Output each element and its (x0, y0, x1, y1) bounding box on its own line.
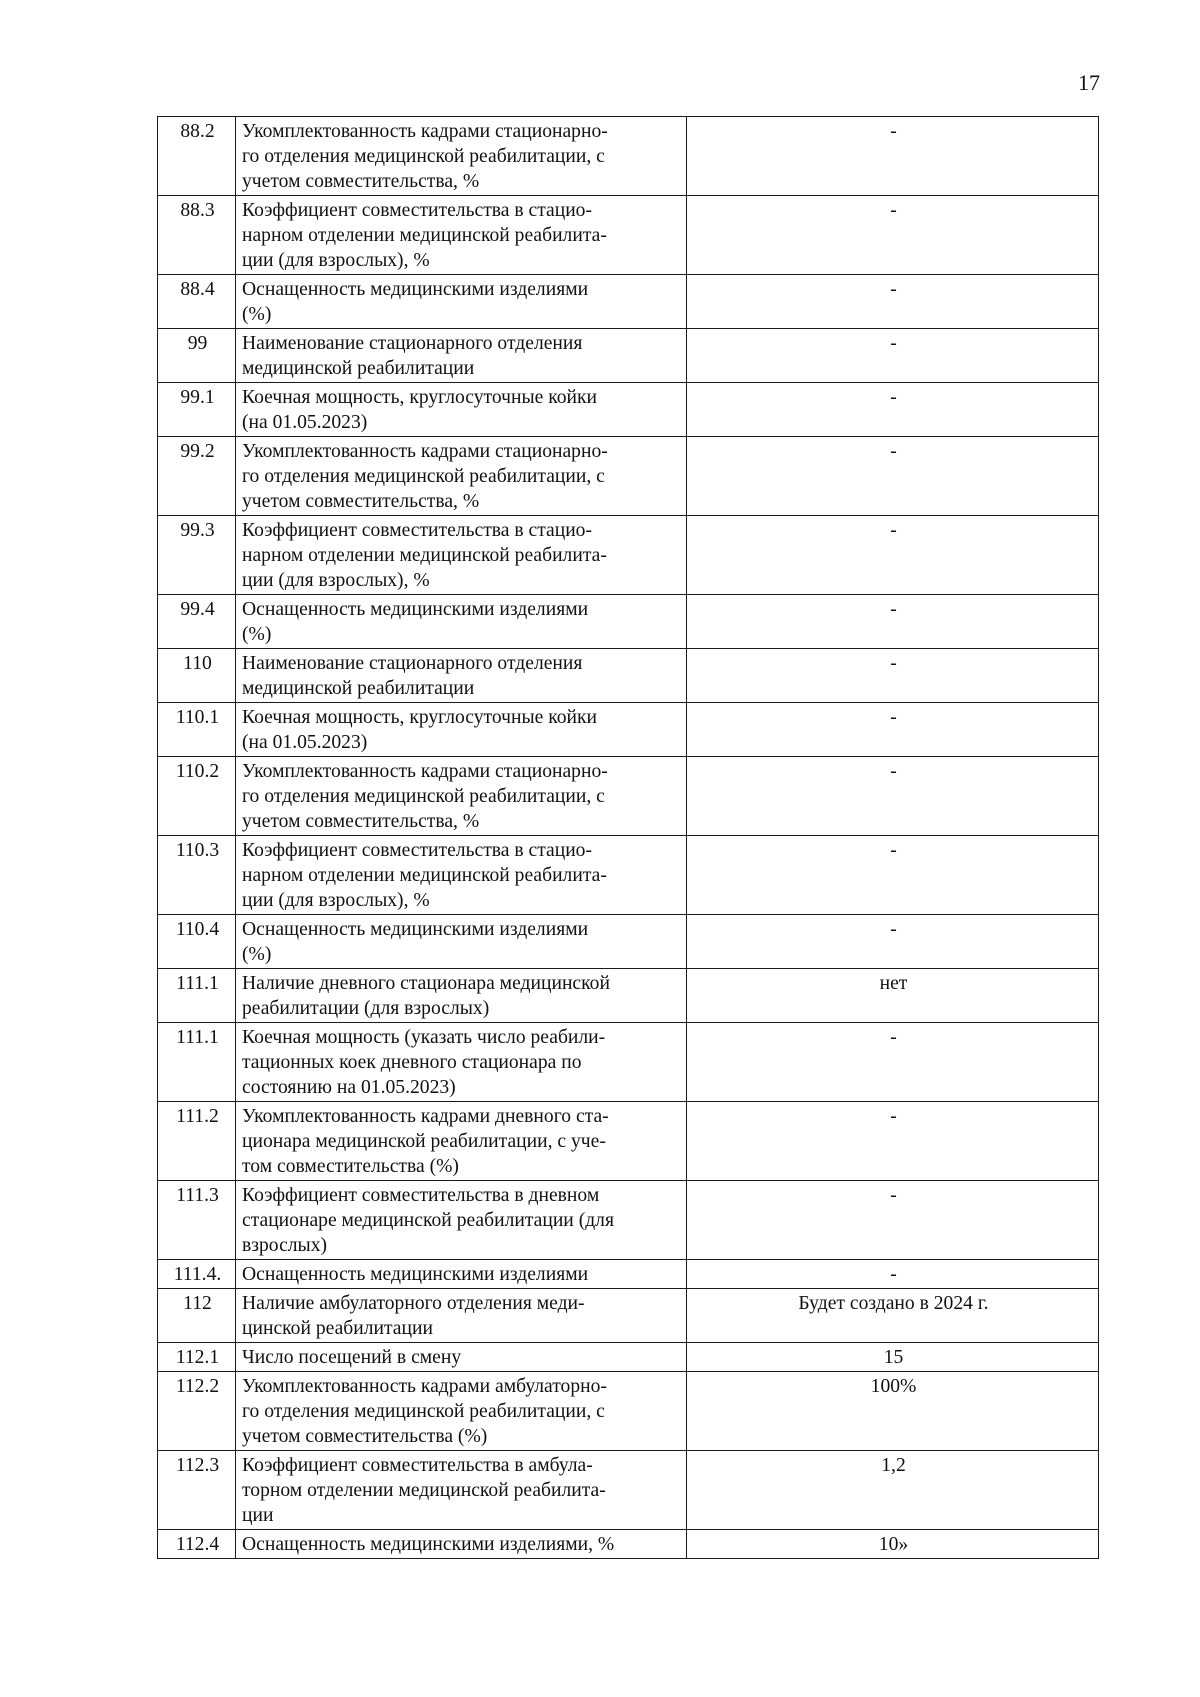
description-line: Наименование стационарного отделения (242, 333, 583, 354)
description-line: стационаре медицинской реабилитации (для (242, 1210, 614, 1231)
indicator-description (236, 836, 687, 915)
description-line: торном отделении медицинской реабилита- (242, 1480, 606, 1501)
description-line: Оснащенность медицинскими изделиями (242, 1264, 589, 1285)
indicator-description (236, 969, 687, 1023)
indicator-description (236, 703, 687, 757)
indicator-description (236, 383, 687, 437)
row-number: 110 (158, 649, 236, 703)
row-number: 111.1 (158, 969, 236, 1023)
indicator-value: - (687, 649, 1099, 703)
description-line: том совместительства (%) (242, 1156, 459, 1177)
row-number: 110.2 (158, 757, 236, 836)
indicator-value: - (687, 757, 1099, 836)
indicator-value: - (687, 383, 1099, 437)
table-row (158, 1102, 1099, 1181)
description-line: Оснащенность медицинскими изделиями (242, 279, 589, 300)
row-number: 112 (158, 1289, 236, 1343)
indicator-description (236, 757, 687, 836)
indicator-value: - (687, 1102, 1099, 1181)
description-line: цинской реабилитации (242, 1318, 433, 1339)
indicator-description (236, 1181, 687, 1260)
indicator-value: 15 (687, 1343, 1099, 1372)
description-line: Наименование стационарного отделения (242, 653, 583, 674)
row-number: 111.3 (158, 1181, 236, 1260)
description-line: учетом совместительства, % (242, 171, 480, 192)
indicator-value: 100% (687, 1372, 1099, 1451)
description-line: реабилитации (для взрослых) (242, 998, 490, 1019)
description-line: го отделения медицинской реабилитации, с (242, 146, 605, 167)
table-row (158, 117, 1099, 196)
indicator-description (236, 1102, 687, 1181)
description-line: Оснащенность медицинскими изделиями, % (242, 1534, 615, 1555)
description-line: ции (для взрослых), % (242, 570, 430, 591)
indicator-table (157, 116, 1099, 1559)
row-number: 99.3 (158, 516, 236, 595)
table-row (158, 1181, 1099, 1260)
row-number: 88.3 (158, 196, 236, 275)
indicator-description (236, 1530, 687, 1559)
table-row (158, 915, 1099, 969)
description-line: (на 01.05.2023) (242, 412, 368, 433)
row-number: 99 (158, 329, 236, 383)
description-line: тационных коек дневного стационара по (242, 1052, 582, 1073)
description-line: (%) (242, 624, 272, 645)
row-number: 112.2 (158, 1372, 236, 1451)
row-number: 99.4 (158, 595, 236, 649)
table-row (158, 196, 1099, 275)
indicator-value: нет (687, 969, 1099, 1023)
description-line: медицинской реабилитации (242, 358, 475, 379)
description-line: Наличие амбулаторного отделения меди- (242, 1293, 585, 1314)
description-line: учетом совместительства (%) (242, 1426, 488, 1447)
indicator-value: - (687, 275, 1099, 329)
description-line: Коечная мощность, круглосуточные койки (242, 707, 598, 728)
indicator-description (236, 595, 687, 649)
indicator-value: - (687, 836, 1099, 915)
table-body (158, 117, 1099, 1559)
row-number: 110.3 (158, 836, 236, 915)
description-line: Укомплектованность кадрами амбулаторно- (242, 1376, 607, 1397)
description-line: Коэффициент совместительства в стацио- (242, 520, 592, 541)
indicator-value: - (687, 1260, 1099, 1289)
description-line: го отделения медицинской реабилитации, с (242, 786, 605, 807)
table-row (158, 1289, 1099, 1343)
indicator-value: - (687, 196, 1099, 275)
description-line: Коэффициент совместительства в амбула- (242, 1455, 593, 1476)
description-line: (%) (242, 944, 272, 965)
description-line: ции (242, 1505, 274, 1526)
indicator-value: 1,2 (687, 1451, 1099, 1530)
indicator-value: - (687, 595, 1099, 649)
description-line: учетом совместительства, % (242, 491, 480, 512)
table-row (158, 516, 1099, 595)
indicator-description (236, 1343, 687, 1372)
indicator-description (236, 437, 687, 516)
row-number: 112.1 (158, 1343, 236, 1372)
row-number: 110.1 (158, 703, 236, 757)
description-line: нарном отделении медицинской реабилита- (242, 545, 607, 566)
row-number: 99.2 (158, 437, 236, 516)
description-line: (%) (242, 304, 272, 325)
table-row (158, 757, 1099, 836)
description-line: Укомплектованность кадрами стационарно- (242, 121, 608, 142)
indicator-description (236, 1372, 687, 1451)
table-row (158, 383, 1099, 437)
description-line: Укомплектованность кадрами стационарно- (242, 441, 608, 462)
indicator-value: - (687, 516, 1099, 595)
table-row (158, 275, 1099, 329)
description-line: Коэффициент совместительства в стацио- (242, 840, 592, 861)
description-line: ции (для взрослых), % (242, 890, 430, 911)
page-number: 17 (1078, 70, 1100, 95)
description-line: Число посещений в смену (242, 1347, 462, 1368)
table-row (158, 595, 1099, 649)
description-line: Коэффициент совместительства в стацио- (242, 200, 592, 221)
description-line: Наличие дневного стационара медицинской (242, 973, 610, 994)
table-row (158, 836, 1099, 915)
indicator-value: - (687, 915, 1099, 969)
indicator-description (236, 649, 687, 703)
indicator-description (236, 117, 687, 196)
row-number: 88.2 (158, 117, 236, 196)
table-row (158, 437, 1099, 516)
indicator-description (236, 329, 687, 383)
indicator-value: - (687, 703, 1099, 757)
indicator-description (236, 275, 687, 329)
description-line: го отделения медицинской реабилитации, с (242, 1401, 605, 1422)
row-number: 111.4. (158, 1260, 236, 1289)
indicator-description (236, 1451, 687, 1530)
indicator-description (236, 915, 687, 969)
indicator-value: - (687, 117, 1099, 196)
description-line: ционара медицинской реабилитации, с уче- (242, 1131, 606, 1152)
description-line: Коечная мощность, круглосуточные койки (242, 387, 598, 408)
description-line: нарном отделении медицинской реабилита- (242, 225, 607, 246)
row-number: 111.1 (158, 1023, 236, 1102)
description-line: Коэффициент совместительства в дневном (242, 1185, 600, 1206)
indicator-description (236, 1023, 687, 1102)
table-row (158, 703, 1099, 757)
indicator-description (236, 196, 687, 275)
table-row (158, 969, 1099, 1023)
description-line: ции (для взрослых), % (242, 250, 430, 271)
indicator-description (236, 516, 687, 595)
table-row (158, 649, 1099, 703)
description-line: взрослых) (242, 1235, 328, 1256)
indicator-value: - (687, 1023, 1099, 1102)
description-line: Оснащенность медицинскими изделиями (242, 599, 589, 620)
description-line: го отделения медицинской реабилитации, с (242, 466, 605, 487)
description-line: учетом совместительства, % (242, 811, 480, 832)
table-row (158, 1530, 1099, 1559)
indicator-description (236, 1260, 687, 1289)
indicator-value: - (687, 329, 1099, 383)
description-line: состоянию на 01.05.2023) (242, 1077, 456, 1098)
table-row (158, 1451, 1099, 1530)
row-number: 112.3 (158, 1451, 236, 1530)
row-number: 112.4 (158, 1530, 236, 1559)
description-line: Укомплектованность кадрами стационарно- (242, 761, 608, 782)
row-number: 99.1 (158, 383, 236, 437)
indicator-value: 10» (687, 1530, 1099, 1559)
table-row (158, 329, 1099, 383)
description-line: Коечная мощность (указать число реабили- (242, 1027, 606, 1048)
indicator-description (236, 1289, 687, 1343)
row-number: 88.4 (158, 275, 236, 329)
indicator-value: - (687, 437, 1099, 516)
description-line: Оснащенность медицинскими изделиями (242, 919, 589, 940)
indicator-value: - (687, 1181, 1099, 1260)
table-row (158, 1023, 1099, 1102)
table-row (158, 1372, 1099, 1451)
table-row (158, 1260, 1099, 1289)
row-number: 111.2 (158, 1102, 236, 1181)
table-row (158, 1343, 1099, 1372)
description-line: нарном отделении медицинской реабилита- (242, 865, 607, 886)
description-line: Укомплектованность кадрами дневного ста- (242, 1106, 609, 1127)
description-line: (на 01.05.2023) (242, 732, 368, 753)
description-line: медицинской реабилитации (242, 678, 475, 699)
row-number: 110.4 (158, 915, 236, 969)
indicator-value: Будет создано в 2024 г. (687, 1289, 1099, 1343)
